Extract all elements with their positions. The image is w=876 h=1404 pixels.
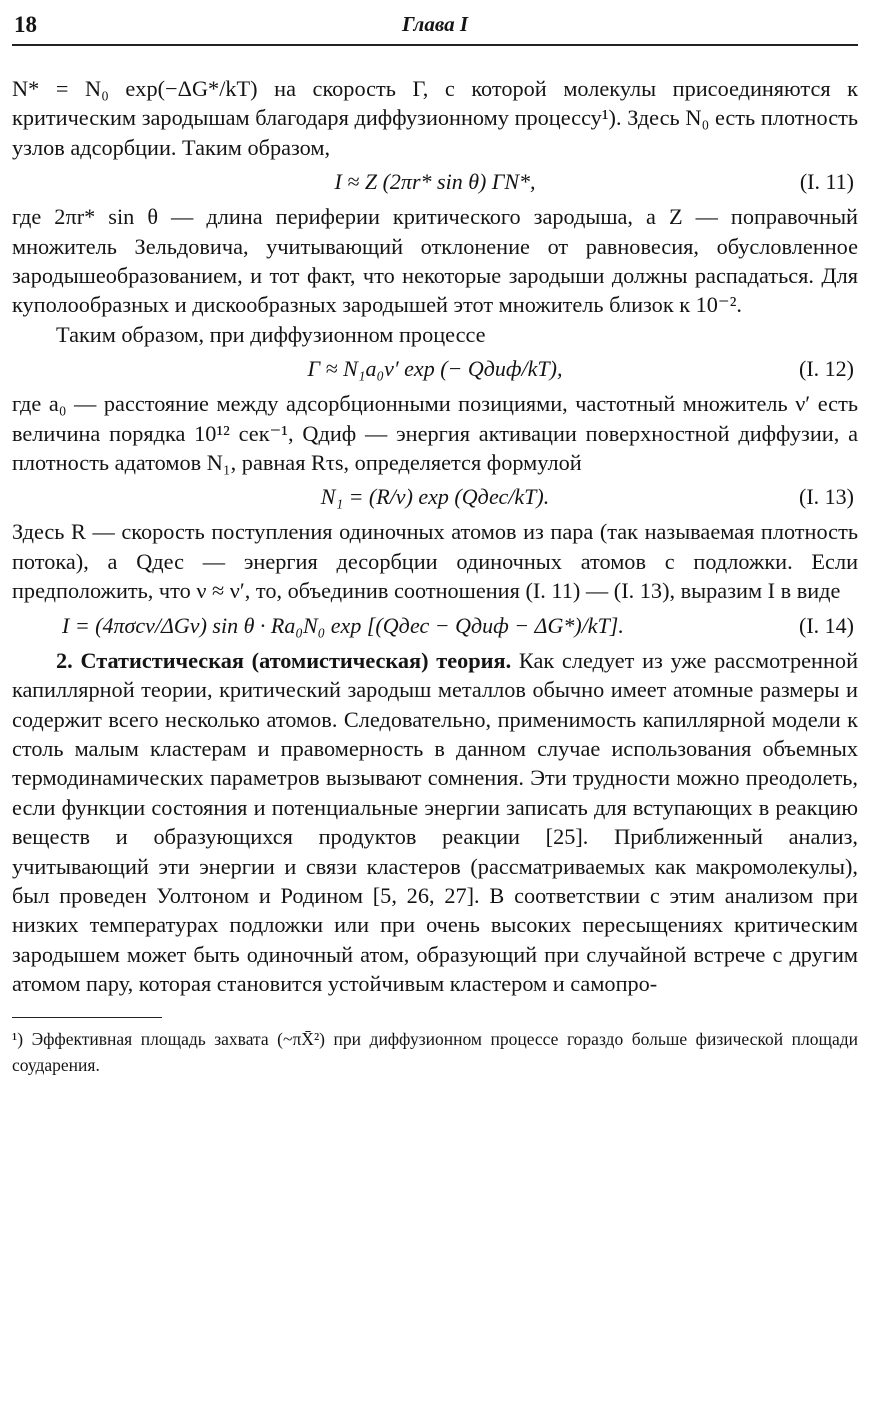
- equation-formula: Γ ≈ N₁a₀ν′ exp (− Qдиф/kT),: [307, 356, 563, 382]
- header-rule: [12, 44, 858, 46]
- paragraph-4: где a₀ — расстояние между адсорбционными позициями, частотный множитель ν′ есть величина порядка 10¹² сек⁻¹, Qдиф — энергия активации поверхностной диффузии, а плотность адатомов N₁, равная Rτs, определяется формулой: [12, 391, 858, 476]
- page-number: 18: [14, 12, 37, 37]
- footnote-rule: [12, 1017, 162, 1018]
- paragraph-2: где 2πr* sin θ — длина периферии критического зародыша, а Z — поправочный множитель Зельдовича, учитывающий отклонение от равновесия, обусловленное зародышеобразованием, и тот факт, что некоторые зародыши должны распадаться. Для куполообразных и дискообразных зародышей этот множитель близок к 10⁻².: [12, 204, 858, 318]
- equation-formula: I ≈ Z (2πr* sin θ) ΓN*,: [334, 169, 536, 195]
- page-body: [12, 74, 858, 1078]
- equation-number: (I. 13): [799, 484, 854, 510]
- equation-i11: [12, 162, 858, 202]
- equation-i12: [12, 349, 858, 389]
- equation-formula: N₁ = (R/ν) exp (Qдес/kT).: [320, 484, 550, 510]
- section-heading: 2. Статистическая (атомистическая) теория.: [56, 647, 512, 673]
- paragraph-1: N* = N₀ exp(−ΔG*/kT) на скорость Γ, с которой молекулы присоединяются к критическим зародышам благодаря диффузионному процессу¹). Здесь N₀ есть плотность узлов адсорбции. Таким образом,: [12, 76, 858, 160]
- equation-number: (I. 14): [799, 612, 854, 638]
- section-2-paragraph: [12, 646, 858, 999]
- page-header: [12, 8, 858, 44]
- chapter-title: Глава I: [401, 12, 468, 36]
- paragraph-3: Таким образом, при диффузионном процессе: [56, 321, 486, 347]
- book-page: [12, 8, 858, 1075]
- section-text: Как следует из уже рассмотренной капиллярной теории, критический зародыш металлов обычно имеет атомные размеры и содержит всего несколько атомов. Следовательно, применимость капиллярной модели к столь малым кластерам и правомерность в данном случае использования объемных термодинамических параметров вызывают сомнения. Эти трудности можно преодолеть, если функции состояния и потенциальные энергии записать для вступающих в реакцию веществ и образующихся продуктов реакции [25]. Приближенный анализ, учитывающий эти энергии и связи кластеров (рассматриваемых как макромолекулы), был проведен Уолтоном и Родином [5, 26, 27]. В соответствии с этим анализом при низких температурах подложки или при очень высоких пересыщениях критическим зародышем может быть одиночный атом, образующий при случайной встрече с другим атомом пару, которая становится устойчивым кластером и самопро-: [12, 647, 858, 997]
- equation-number: (I. 11): [799, 169, 854, 195]
- equation-formula: I = (4πσcv/ΔGv) sin θ · Ra₀N₀ exp [(Qдес − Qдиф − ΔG*)/kT].: [62, 612, 624, 638]
- footnote: ¹) Эффективная площадь захвата (~πX̄²) при диффузионном процессе гораздо больше физической площади соударения.: [12, 1028, 858, 1075]
- equation-i14: [12, 606, 858, 646]
- equation-number: (I. 12): [799, 356, 854, 382]
- paragraph-5: Здесь R — скорость поступления одиночных атомов из пара (так называемая плотность потока), а Qдес — энергия десорбции одиночных атомов с подложки. Если предположить, что ν ≈ ν′, то, объединив соотношения (I. 11) — (I. 13), выразим I в виде: [12, 519, 858, 604]
- equation-i13: [12, 477, 858, 517]
